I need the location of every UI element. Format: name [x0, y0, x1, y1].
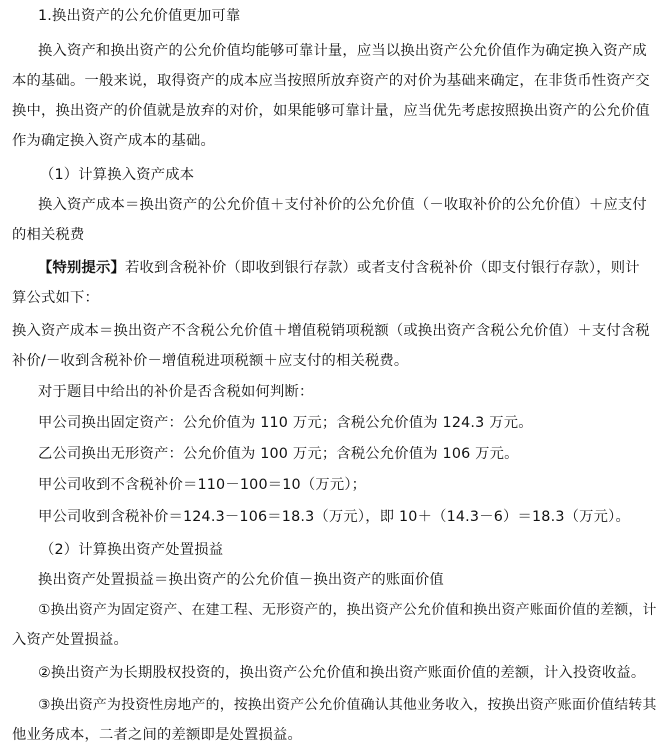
list-item-continued: 他业务成本，二者之间的差额即是处置损益。: [12, 727, 302, 743]
list-item: ②换出资产为长期股权投资的，换出资产公允价值和换出资产账面价值的差额，计入投资收益。: [38, 665, 646, 681]
tip-text: 若收到含税补价（即收到银行存款）或者支付含税补价（即支付银行存款），则计: [124, 260, 640, 276]
tip-line: 算公式如下：: [12, 290, 99, 306]
formula-line: 换入资产成本＝换出资产不含税公允价值＋增值税销项税额（或换出资产含税公允价值）＋支付含税: [12, 323, 650, 339]
example-line: 甲公司收到含税补价＝124.3－106＝18.3（万元），即 10＋（14.3－6）＝18.3（万元）。: [38, 509, 630, 525]
example-line: 甲公司换出固定资产：公允价值为 110 万元；含税公允价值为 124.3 万元。: [38, 415, 533, 431]
paragraph-line: 作为确定换入资产成本的基础。: [12, 133, 215, 149]
formula-line: 补价/－收到含税补价－增值税进项税额＋应支付的相关税费。: [12, 353, 409, 369]
section-heading: 1.换出资产的公允价值更加可靠: [38, 8, 241, 24]
paragraph-line: 换中，换出资产的价值就是放弃的对价，如果能够可靠计量，应当优先考虑按照换出资产的公允价值: [12, 103, 650, 119]
subheading-2: （2）计算换出资产处置损益: [40, 542, 224, 558]
formula-line: 的相关税费: [12, 227, 85, 243]
list-item: ①换出资产为固定资产、在建工程、无形资产的，换出资产公允价值和换出资产账面价值的差额，计: [38, 602, 657, 618]
formula-line: 换出资产处置损益＝换出资产的公允价值－换出资产的账面价值: [38, 572, 444, 588]
list-item: ③换出资产为投资性房地产的，按换出资产公允价值确认其他业务收入，按换出资产账面价值结转其: [38, 697, 657, 713]
special-tip: [38, 258, 640, 278]
paragraph-line: 换入资产和换出资产的公允价值均能够可靠计量，应当以换出资产公允价值作为确定换入资产成: [38, 43, 647, 59]
paragraph-line: 本的基础。一般来说，取得资产的成本应当按照所放弃资产的对价为基础来确定，在非货币性资产交: [12, 73, 650, 89]
example-line: 甲公司收到不含税补价＝110－100＝10（万元）；: [38, 477, 367, 493]
judgment-intro: 对于题目中给出的补价是否含税如何判断：: [38, 384, 314, 400]
formula-line: 换入资产成本＝换出资产的公允价值＋支付补价的公允价值（－收取补价的公允价值）＋应支付: [38, 197, 647, 213]
tip-label: 【特别提示】: [38, 260, 125, 276]
list-item-continued: 入资产处置损益。: [12, 632, 128, 648]
example-line: 乙公司换出无形资产：公允价值为 100 万元；含税公允价值为 106 万元。: [38, 446, 519, 462]
subheading-1: （1）计算换入资产成本: [40, 167, 195, 183]
